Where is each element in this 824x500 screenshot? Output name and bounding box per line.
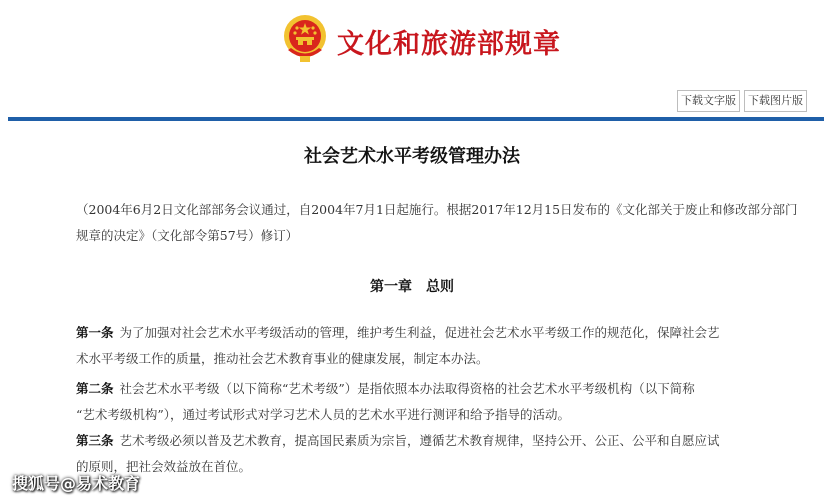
article-1 xyxy=(76,320,776,372)
chapter-heading: 第一章 总则 xyxy=(370,279,454,295)
article-text: “艺术考级机构”），通过考试形式对学习艺术人员的艺术水平进行测评和给予指导的活动。 xyxy=(76,407,571,422)
article-text: 社会艺术水平考级（以下简称“艺术考级”）是指依照本办法取得资格的社会艺术水平考级机构（以下简称 xyxy=(119,381,695,396)
document-note xyxy=(76,197,798,249)
download-image-version-button[interactable]: 下载图片版 xyxy=(744,90,807,112)
article-label: 第三条 xyxy=(76,433,114,448)
header-divider xyxy=(8,117,824,121)
article-label: 第二条 xyxy=(76,381,114,396)
national-emblem-icon xyxy=(282,14,328,64)
note-line: 规章的决定》（文化部令第57号）修订） xyxy=(76,228,299,243)
article-text: 术水平考级工作的质量，推动社会艺术教育事业的健康发展，制定本办法。 xyxy=(76,351,489,366)
document-title: 社会艺术水平考级管理办法 xyxy=(304,146,520,167)
source-watermark: 搜狐号@易术教育 xyxy=(12,474,141,493)
article-text: 的原则，把社会效益放在首位。 xyxy=(76,459,252,474)
article-label: 第一条 xyxy=(76,325,114,340)
article-text: 艺术考级必须以普及艺术教育，提高国民素质为宗旨，遵循艺术教育规律，坚持公开、公正、公平和自愿应试 xyxy=(119,433,720,448)
site-title: 文化和旅游部规章 xyxy=(337,29,561,60)
article-2 xyxy=(76,376,776,428)
site-header xyxy=(0,0,824,118)
article-3 xyxy=(76,428,776,480)
note-line: （2004年6月2日文化部部务会议通过，自2004年7月1日起施行。根据2017年12月15日发布的《文化部关于废止和修改部分部门 xyxy=(76,202,798,217)
download-text-version-button[interactable]: 下载文字版 xyxy=(677,90,740,112)
article-text: 为了加强对社会艺术水平考级活动的管理，维护考生利益，促进社会艺术水平考级工作的规范化，保障社会艺 xyxy=(119,325,720,340)
